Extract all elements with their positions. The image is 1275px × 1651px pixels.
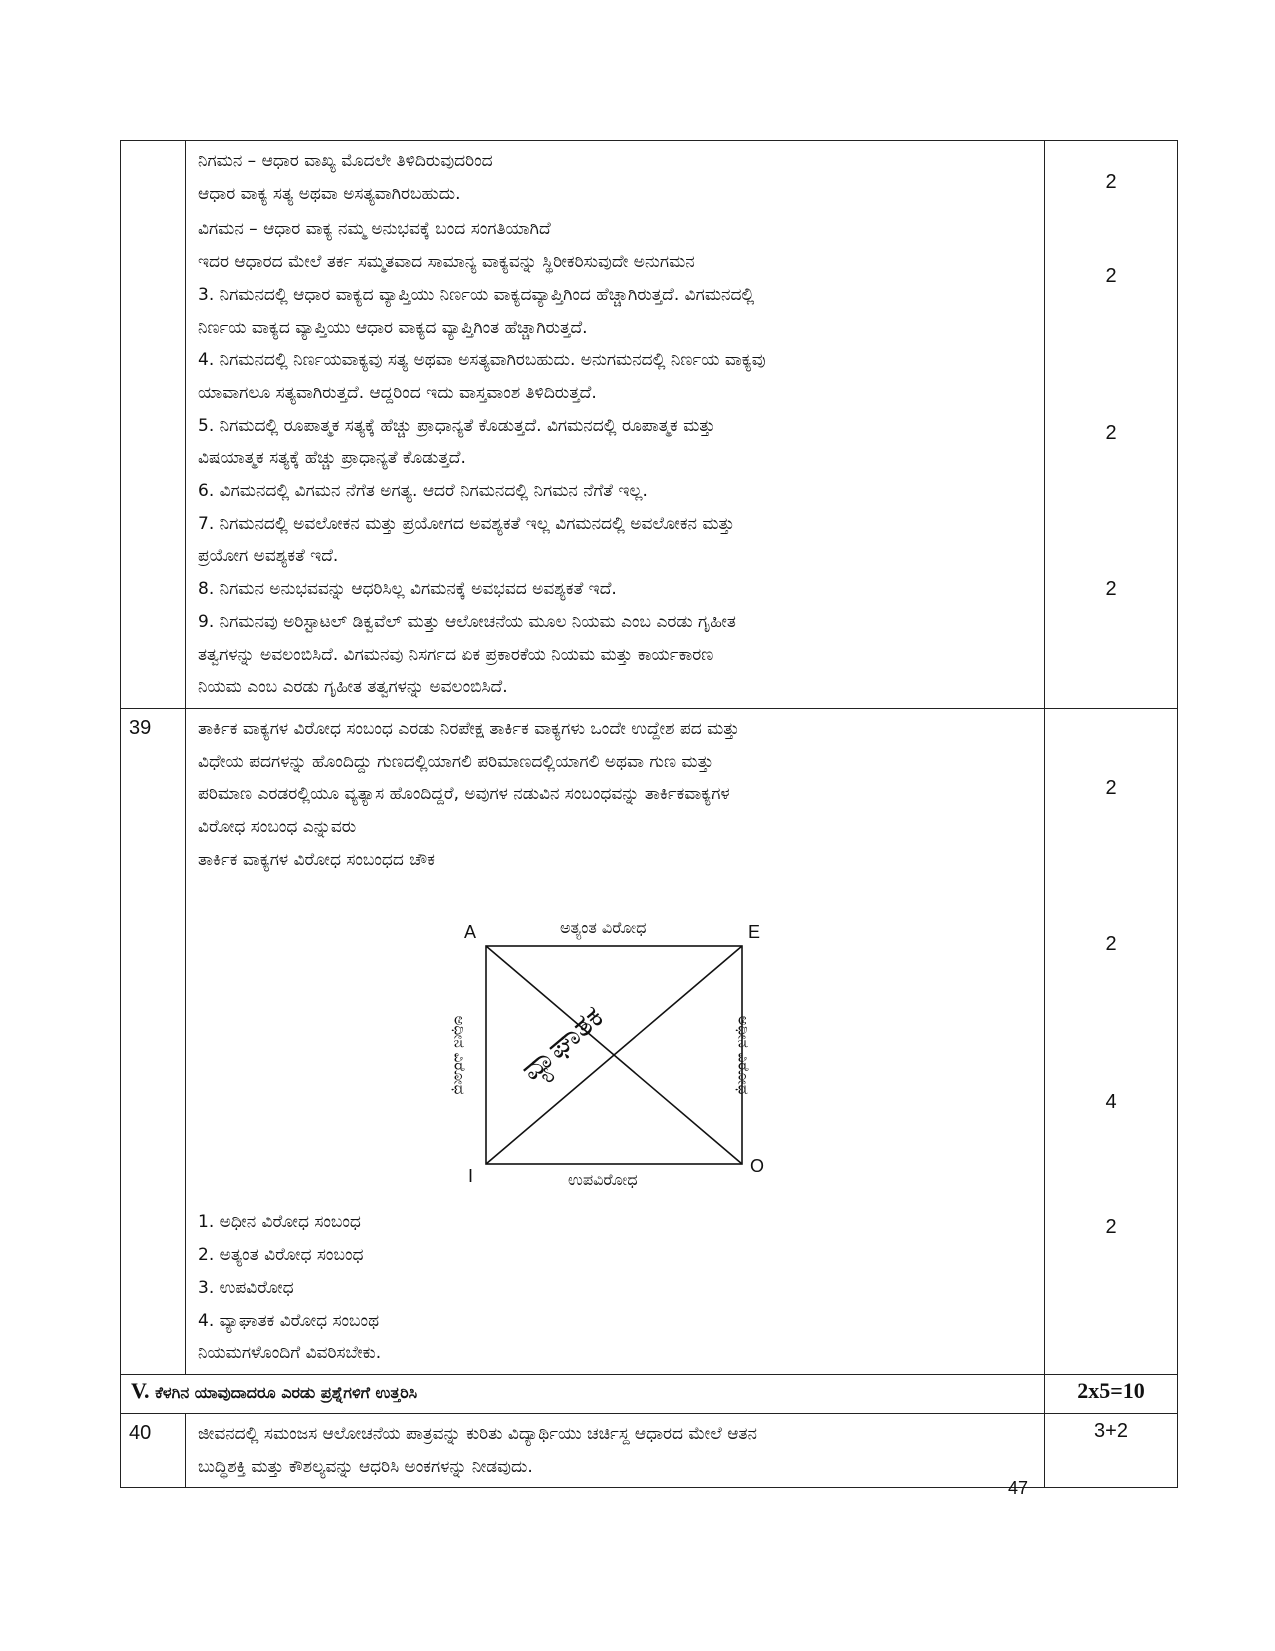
list-item: 2. ಅತ್ಯಂತ ವಿರೋಧ ಸಂಬಂಧ — [198, 1245, 364, 1266]
text-line: ವಿಷಯಾತ್ಮಕ ಸತ್ಯಕ್ಕೆ ಹೆಚ್ಚು ಪ್ರಾಧಾನ್ಯತೆ ಕೊಡುತ್ತದೆ. — [198, 448, 466, 469]
table-row — [121, 141, 1178, 709]
marks-value: 2 — [1105, 776, 1117, 799]
section-instruction: ಕೆಳಗಿನ ಯಾವುದಾದರೂ ಎರಡು ಪ್ರಶ್ನೆಗಳಿಗೆ ಉತ್ತರಿಸಿ — [155, 1382, 418, 1402]
text-line: ಪ್ರಯೋಗ ಅವಶ್ಯಕತೆ ಇದೆ. — [198, 546, 339, 567]
corner-label-e: E — [748, 922, 761, 943]
question-number: 40 — [121, 1413, 186, 1487]
text-line: ಪರಿಮಾಣ ಎರಡರಲ್ಲಿಯೂ ವ್ಯತ್ಯಾಸ ಹೊಂದಿದ್ದರೆ, ಅವುಗಳ ನಡುವಿನ ಸಂಬಂಧವನ್ನು ತಾರ್ಕಿಕವಾಕ್ಯಗಳ — [198, 784, 730, 805]
text-line: ನಿಗಮನ – ಆಧಾರ ವಾಖ್ಯ ಮೊದಲೇ ತಿಳಿದಿರುವುದರಿಂದ — [198, 151, 493, 171]
text-line: ನಿಯಮಗಳೊಂದಿಗೆ ವಿವರಿಸಬೇಕು. — [198, 1343, 382, 1364]
section-marks: 2x5=10 — [1045, 1374, 1178, 1413]
text-line: 7. ನಿಗಮನದಲ್ಲಿ ಅವಲೋಕನ ಮತ್ತು ಪ್ರಯೋಗದ ಅವಶ್ಯಕತೆ ಇಲ್ಲ ವಿಗಮನದಲ್ಲಿ ಅವಲೋಕನ ಮತ್ತು — [198, 513, 735, 534]
section-header-row — [121, 1374, 1178, 1413]
right-relation-label: ಅಧೀನ ವಿರೋಧ — [734, 1016, 753, 1095]
corner-label-o: O — [750, 1156, 765, 1177]
marks-value: 3+2 — [1094, 1419, 1128, 1442]
text-line: ನಿರ್ಣಯ ವಾಕ್ಯದ ವ್ಯಾಪ್ತಿಯು ಆಧಾರ ವಾಕ್ಯದ ವ್ಯಾಪ್ತಿಗಿಂತ ಹೆಚ್ಚಾಗಿರುತ್ತದೆ. — [198, 317, 588, 338]
top-relation-label: ಅತ್ಯಂತ ವಿರೋಧ — [560, 918, 647, 938]
marks-cell — [1045, 141, 1178, 709]
bottom-relation-label: ಉಪವಿರೋಧ — [568, 1170, 638, 1190]
table-row — [121, 1413, 1178, 1487]
answer-cell — [186, 141, 1045, 709]
text-line: ಆಧಾರ ವಾಕ್ಯ ಸತ್ಯ ಅಥವಾ ಅಸತ್ಯವಾಗಿರಬಹುದು. — [198, 183, 461, 204]
text-line: 4. ನಿಗಮನದಲ್ಲಿ ನಿರ್ಣಯವಾಕ್ಯವು ಸತ್ಯ ಅಥವಾ ಅಸತ್ಯವಾಗಿರಬಹುದು. ಅನುಗಮನದಲ್ಲಿ ನಿರ್ಣಯ ವಾಕ್ಯವು — [198, 350, 766, 371]
marks-value: 2 — [1105, 578, 1117, 600]
text-line: 8. ನಿಗಮನ ಅನುಭವವನ್ನು ಆಧರಿಸಿಲ್ಲ ವಿಗಮನಕ್ಕೆ ಅವಭವದ ಅವಶ್ಯಕತೆ ಇದೆ. — [198, 579, 617, 600]
text-line: 9. ನಿಗಮನವು ಅರಿಸ್ಟಾಟಲ್ ಡಿಕ್ವವೆಲ್ ಮತ್ತು ಆಲೋಚನೆಯ ಮೂಲ ನಿಯಮ ಎಂಬ ಎರಡು ಗೃಹೀತ — [198, 611, 736, 632]
text-line: ವಿಧೇಯ ಪದಗಳನ್ನು ಹೊಂದಿದ್ದು ಗುಣದಲ್ಲಿಯಾಗಲಿ ಪರಿಮಾಣದಲ್ಲಿಯಾಗಲಿ ಅಥವಾ ಗುಣ ಮತ್ತು — [198, 751, 714, 772]
list-item: 4. ವ್ಯಾಘಾತಕ ವಿರೋಧ ಸಂಬಂಥ — [198, 1310, 380, 1331]
text-line: ಇದರ ಆಧಾರದ ಮೇಲೆ ತರ್ಕ ಸಮ್ಮತವಾದ ಸಾಮಾನ್ಯ ವಾಕ್ಯವನ್ನು ಸ್ಥಿರೀಕರಿಸುವುದೇ ಅನುಗಮನ — [198, 252, 695, 273]
left-relation-label: ಅಧೀನ ವಿರೋಧ — [450, 1016, 469, 1095]
marks-value: 2 — [1105, 171, 1117, 193]
answer-table — [120, 140, 1178, 1488]
diagonal-relation-label: ವ್ಯಾಘಾತಕ — [514, 999, 611, 1089]
text-line: 5. ನಿಗಮದಲ್ಲಿ ರೂಪಾತ್ಮಕ ಸತ್ಯಕ್ಕೆ ಹೆಚ್ಚು ಪ್ರಾಧಾನ್ಯತೆ ಕೊಡುತ್ತದೆ. ವಿಗಮನದಲ್ಲಿ ರೂಪಾತ್ಮಕ ಮತ್ತು — [198, 415, 716, 436]
text-line: ತತ್ವಗಳನ್ನು ಅವಲಂಬಿಸಿದೆ. ವಿಗಮನವು ನಿಸರ್ಗದ ಏಕ ಪ್ರಕಾರಕೆಯ ನಿಯಮ ಮತ್ತು ಕಾರ್ಯಕಾರಣ — [198, 644, 714, 665]
marks-value: 2 — [1105, 265, 1117, 287]
text-line: ಬುದ್ಧಿಶಕ್ತಿ ಮತ್ತು ಕೌಶಲ್ಯವನ್ನು ಆಧರಿಸಿ ಅಂಕಗಳನ್ನು ನೀಡವುದು. — [198, 1456, 533, 1477]
text-line: ನಿಯಮ ಎಂಬ ಎರಡು ಗೃಹೀತ ತತ್ವಗಳನ್ನು ಅವಲಂಬಿಸಿದೆ. — [198, 677, 508, 698]
corner-label-i: I — [468, 1166, 474, 1187]
text-line: ಜೀವನದಲ್ಲಿ ಸಮಂಜಸ ಆಲೋಚನೆಯ ಪಾತ್ರವನ್ನು ಕುರಿತು ವಿದ್ಯಾರ್ಥಿಯು ಚರ್ಚಿಸ್ದ ಆಧಾರದ ಮೇಲೆ ಆತನ — [198, 1423, 757, 1444]
list-item: 1. ಅಧೀನ ವಿರೋಧ ಸಂಬಂಧ — [198, 1212, 361, 1233]
list-item: 3. ಉಪವಿರೋಧ — [198, 1277, 294, 1298]
answer-cell — [186, 708, 1045, 1374]
question-number: 39 — [121, 708, 186, 1374]
text-line: ತಾರ್ಕಿಕ ವಾಕ್ಯಗಳ ವಿರೋಧ ಸಂಬಂಧದ ಚೌಕ — [198, 849, 435, 870]
text-line: ವಿರೋಧ ಸಂಬಂಧ ಎನ್ನುವರು — [198, 817, 357, 838]
marks-value: 4 — [1105, 1090, 1117, 1113]
text-line: ತಾರ್ಕಿಕ ವಾಕ್ಯಗಳ ವಿರೋಧ ಸಂಬಂಧ ಎರಡು ನಿರಪೇಕ್ಷ ತಾರ್ಕಿಕ ವಾಕ್ಯಗಳು ಒಂದೇ ಉದ್ದೇಶ ಪದ ಮತ್ತು — [198, 718, 740, 739]
marks-cell — [1045, 708, 1178, 1374]
text-line: ವಿಗಮನ – ಆಧಾರ ವಾಕ್ಯ ನಮ್ಮ ಅನುಭವಕ್ಕೆ ಬಂದ ಸಂಗತಿಯಾಗಿದೆ — [198, 219, 551, 240]
text-line: 3. ನಿಗಮನದಲ್ಲಿ ಆಧಾರ ವಾಕ್ಯದ ವ್ಯಾಪ್ತಿಯು ನಿರ್ಣಯ ವಾಕ್ಯದವ್ಯಾಪ್ತಿಗಿಂದ ಹೆಚ್ಚಾಗಿರುತ್ತದೆ. ವಿಗಮನದಲ್ಲಿ — [198, 284, 755, 305]
page-number: 47 — [1008, 1478, 1029, 1498]
marks-value: 2 — [1105, 932, 1117, 955]
section-title — [121, 1374, 1045, 1413]
marks-cell — [1045, 1413, 1178, 1487]
marks-value: 2 — [1105, 422, 1117, 444]
corner-label-a: A — [464, 922, 477, 943]
section-roman: V. — [131, 1377, 150, 1403]
square-of-opposition-diagram — [198, 876, 1036, 1206]
text-line: 6. ವಿಗಮನದಲ್ಲಿ ವಿಗಮನ ನೆಗೆತ ಅಗತ್ಯ. ಆದರೆ ನಿಗಮನದಲ್ಲಿ ನಿಗಮನ ನೆಗೆತೆ ಇಲ್ಲ. — [198, 481, 648, 502]
marks-value: 2 — [1105, 1215, 1117, 1238]
answer-cell — [186, 1413, 1045, 1487]
text-line: ಯಾವಾಗಲೂ ಸತ್ಯವಾಗಿರುತ್ತದೆ. ಆದ್ದರಿಂದ ಇದು ವಾಸ್ತವಾಂಶ ತಿಳಿದಿರುತ್ತದೆ. — [198, 382, 597, 403]
question-number-cell — [121, 141, 186, 709]
table-row — [121, 708, 1178, 1374]
